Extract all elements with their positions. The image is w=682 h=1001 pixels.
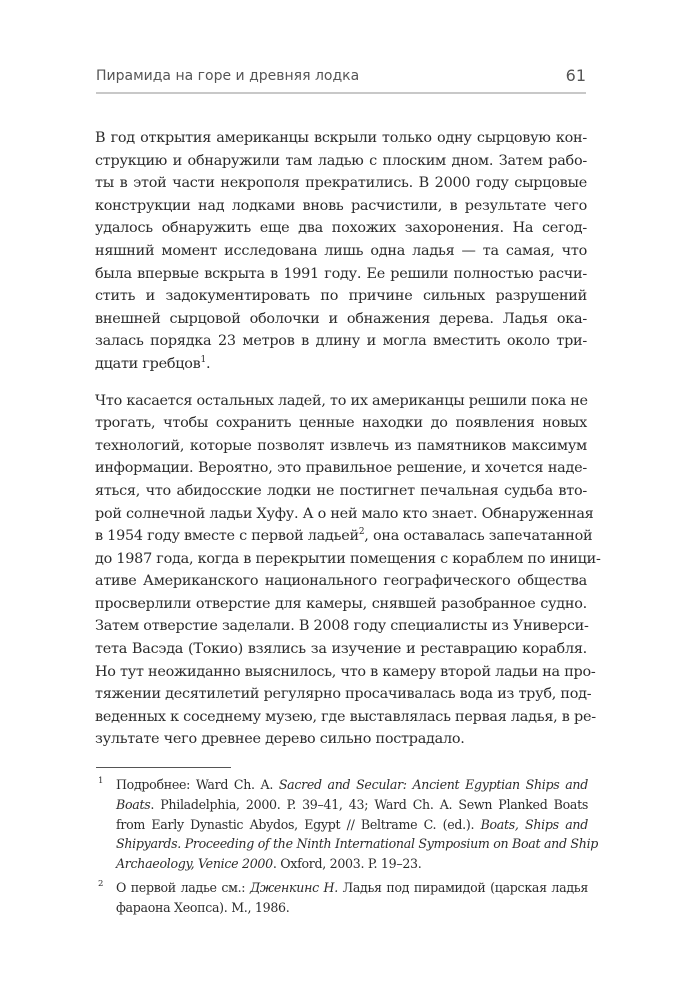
text-line: внешней сырцовой оболочки и обнажения дерева. Ладья ока- xyxy=(95,310,587,327)
footnote-reference[interactable]: 1 xyxy=(200,354,207,365)
text-line: просверлили отверстие для камеры, снявшей разобранное судно. xyxy=(95,595,587,612)
italic-title: Archaeology, Venice 2000 xyxy=(116,856,273,872)
text-line: яться, что абидосские лодки не постигнет печальная судьба вто- xyxy=(95,482,587,499)
text-line: стить и задокументировать по причине сильных разрушений xyxy=(95,288,587,305)
footnote-mark: 1 xyxy=(98,776,104,786)
text-line: залась порядка 23 метров в длину и могла вместить около три- xyxy=(95,333,587,350)
footnote-text: . Philadelphia, 2000. P. 39–41, 43; Ward Ch. A. Sewn Planked Boats xyxy=(150,796,588,812)
italic-title: Sacred and Secular: Ancient Egyptian Ships and xyxy=(278,777,588,792)
footnote-text: Подробнее: Ward Ch. A. xyxy=(116,777,279,792)
text-line: удалось обнаружить еще два похожих захоронения. На сегод- xyxy=(95,220,587,237)
text-line: тяжении десятилетий регулярно просачивалась вода из труб, под- xyxy=(95,686,592,703)
text-line: няшний момент исследована лишь одна ладья — та самая, что xyxy=(95,242,587,259)
running-title: Пирамида на горе и древняя лодка xyxy=(96,68,360,84)
footnote-text: О первой ладье см.: xyxy=(116,879,250,895)
running-header xyxy=(96,64,586,94)
text-line xyxy=(116,834,599,854)
text-line: зультате чего древнее дерево сильно пострадало. xyxy=(95,731,465,748)
italic-title: Дженкинс Н. xyxy=(249,879,338,895)
text-line: дцати гребцов$^1$. xyxy=(95,354,211,372)
text-line: ативе Американского национального географического общества xyxy=(95,573,587,590)
footnote-reference[interactable]: 2 xyxy=(358,527,365,538)
text-line: веденных к соседнему музею, где выставлялась первая ладья, в ре- xyxy=(95,708,596,725)
text-line: В год открытия американцы вскрыли только одну сырцовую кон- xyxy=(95,130,587,146)
footnote-mark: 2 xyxy=(98,878,104,889)
footnotes xyxy=(96,775,599,922)
text-line: Что касается остальных ладей, то их американцы решили пока не xyxy=(95,392,588,409)
text-line xyxy=(116,854,588,874)
text-line xyxy=(116,878,588,898)
page-number: 61 xyxy=(565,66,586,85)
italic-title: Boats, Ships and xyxy=(480,816,588,832)
text-line: трогать, чтобы сохранить ценные находки до появления новых xyxy=(95,415,587,432)
footnote xyxy=(96,775,599,874)
text-line xyxy=(116,795,588,815)
text-line: ты в этой части некрополя прекратились. В 2000 году сырцовые xyxy=(95,175,587,192)
text-line: конструкции над лодками вновь расчистили, в результате чего xyxy=(95,197,587,214)
footnote-separator xyxy=(96,767,231,768)
text-line: до 1987 года, когда в перекрытии помещения с кораблем по иници- xyxy=(95,550,601,567)
text-line: технологий, которые позволят извлечь из памятников максимум xyxy=(95,437,587,454)
text-line: Но тут неожиданно выяснилось, что в камеру второй ладьи на про- xyxy=(95,663,596,680)
paragraph xyxy=(95,127,587,376)
text-line: струкцию и обнаружили там ладью с плоским дном. Затем рабо- xyxy=(95,152,587,169)
text-line: информации. Вероятно, это правильное решение, и хочется наде- xyxy=(95,460,587,477)
paragraph xyxy=(95,390,601,752)
text-line: Затем отверстие заделали. В 2008 году специалисты из Универси- xyxy=(95,618,589,635)
text-line xyxy=(116,775,588,795)
text-line: тета Васэда (Токио) взялись за изучение и реставрацию корабля. xyxy=(95,641,587,658)
text-line: рой солнечной ладьи Хуфу. А о ней мало кто знает. Обнаруженная xyxy=(95,505,594,522)
italic-title: Boats xyxy=(116,796,151,812)
footnote-text: from Early Dynastic Abydos, Egypt // Beltrame C. (ed.). xyxy=(116,816,481,832)
text-line: в 1954 году вместе с первой ладьей$^2$, она оставалась запечатанной xyxy=(95,527,593,545)
footnote xyxy=(96,878,588,918)
main-text xyxy=(95,127,601,751)
text-line: была впервые вскрыта в 1991 году. Ее решили полностью расчи- xyxy=(95,265,587,282)
footnote-text: . Oxford, 2003. P. 19–23. xyxy=(272,856,422,872)
footnote-text: фараона Хеопса). М., 1986. xyxy=(116,899,290,915)
italic-title: Shipyards. Proceeding of the Ninth International Symposium on Boat and Ship xyxy=(116,836,599,852)
footnote-text: Ладья под пирамидой (царская ладья xyxy=(337,879,588,895)
text-line xyxy=(116,815,588,835)
text-line xyxy=(116,898,588,918)
